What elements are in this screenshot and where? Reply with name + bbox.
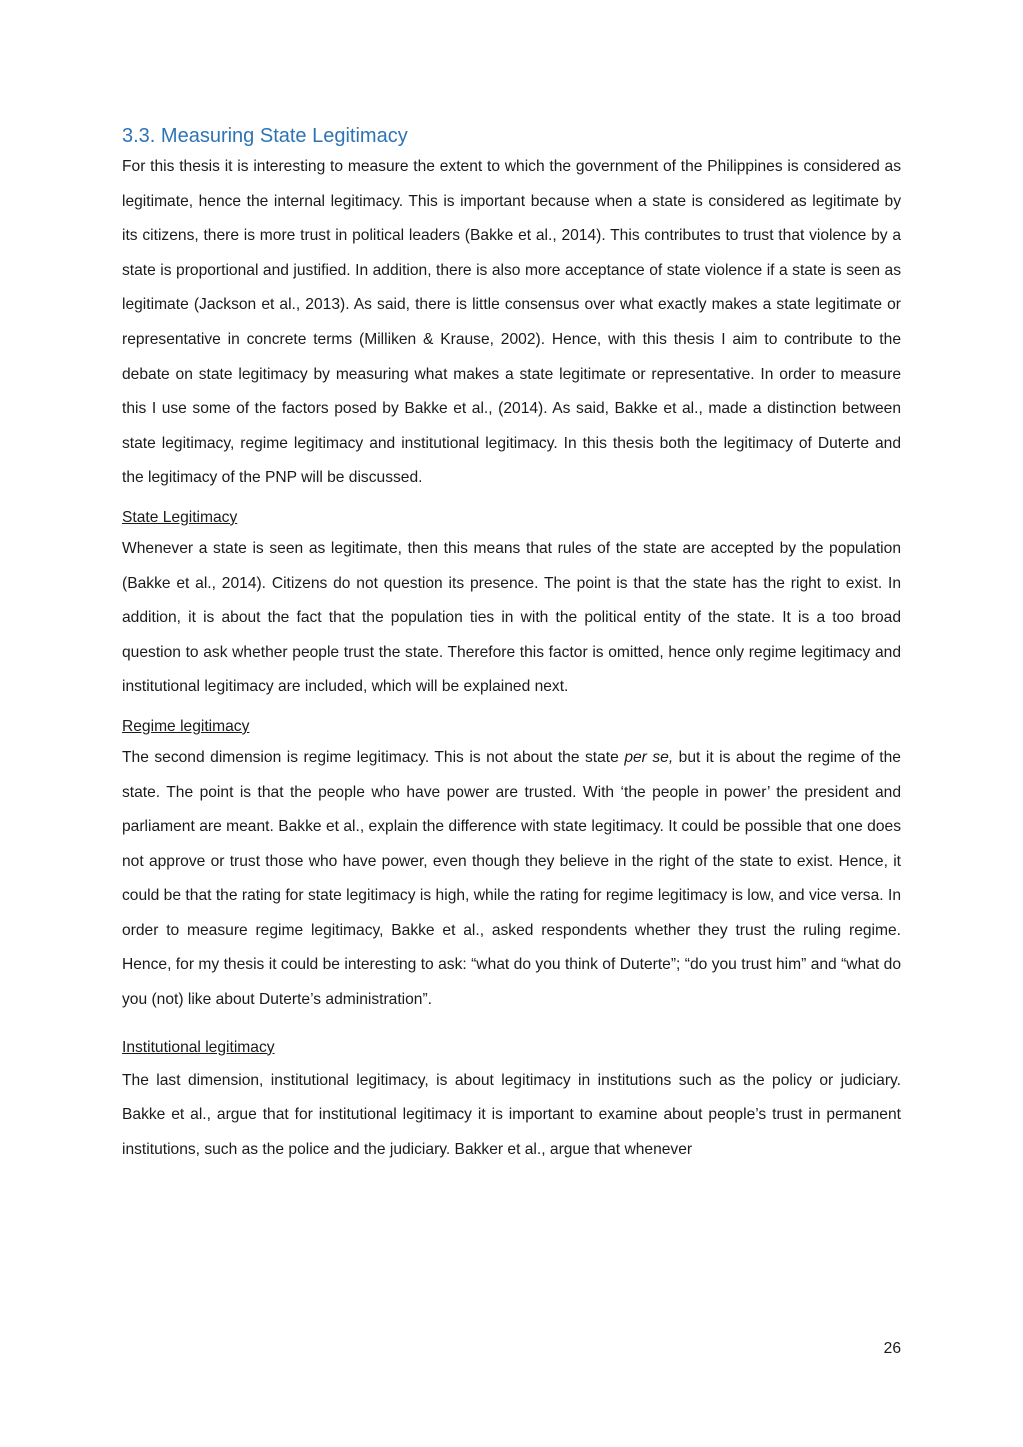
page-content: [122, 122, 901, 1167]
regime-legitimacy-paragraph: [122, 741, 901, 1018]
page-number: 26: [883, 1340, 901, 1357]
regime-legitimacy-heading: Regime legitimacy: [122, 717, 250, 735]
state-legitimacy-heading: State Legitimacy: [122, 508, 238, 526]
regime-text-after: but it is about the regime of the state. The point is that the people who have power are trusted. With ‘the people in power’ the president and parliament are meant. Bakke et al., explain the difference with state legitimacy. It could be possible that one does not approve or trust those who have power, even though they believe in the right of the state to exist. Hence, it could be that the rating for state legitimacy is high, while the rating for regime legitimacy is low, and vice versa. In order to measure regime legitimacy, Bakke et al., asked respondents whether they trust the ruling regime. Hence, for my thesis it could be interesting to ask: “what do you think of Duterte”; “do you trust him” and “what do you (not) like about Duterte’s administration”.: [122, 748, 901, 1009]
section-heading: 3.3. Measuring State Legitimacy: [122, 125, 408, 147]
regime-text-before: The second dimension is regime legitimacy. This is not about the state: [122, 748, 625, 766]
intro-paragraph: For this thesis it is interesting to measure the extent to which the government of the Philippines is considered as legitimate, hence the internal legitimacy. This is important because when a state is considered as legitimate by its citizens, there is more trust in political leaders (Bakke et al., 2014). This contributes to trust that violence by a state is proportional and justified. In addition, there is also more acceptance of state violence if a state is seen as legitimate (Jackson et al., 2013). As said, there is little consensus over what exactly makes a state legitimate or representative in concrete terms (Milliken & Krause, 2002). Hence, with this thesis I aim to contribute to the debate on state legitimacy by measuring what makes a state legitimate or representative. In order to measure this I use some of the factors posed by Bakke et al., (2014). As said, Bakke et al., made a distinction between state legitimacy, regime legitimacy and institutional legitimacy. In this thesis both the legitimacy of Duterte and the legitimacy of the PNP will be discussed.: [122, 158, 901, 487]
regime-italic-text: per se,: [624, 748, 674, 766]
institutional-legitimacy-heading: Institutional legitimacy: [122, 1038, 275, 1056]
institutional-legitimacy-paragraph: The last dimension, institutional legitimacy, is about legitimacy in institutions such as the policy or judiciary. Bakke et al., argue that for institutional legitimacy it is important to examine about people’s trust in permanent institutions, such as the police and the judiciary. Bakker et al., argue that whenever: [122, 1071, 901, 1158]
state-legitimacy-paragraph: Whenever a state is seen as legitimate, then this means that rules of the state are accepted by the population (Bakke et al., 2014). Citizens do not question its presence. The point is that the state has the right to exist. In addition, it is about the fact that the population ties in with the political entity of the state. It is a too broad question to ask whether people trust the state. Therefore this factor is omitted, hence only regime legitimacy and institutional legitimacy are included, which will be explained next.: [122, 539, 901, 696]
